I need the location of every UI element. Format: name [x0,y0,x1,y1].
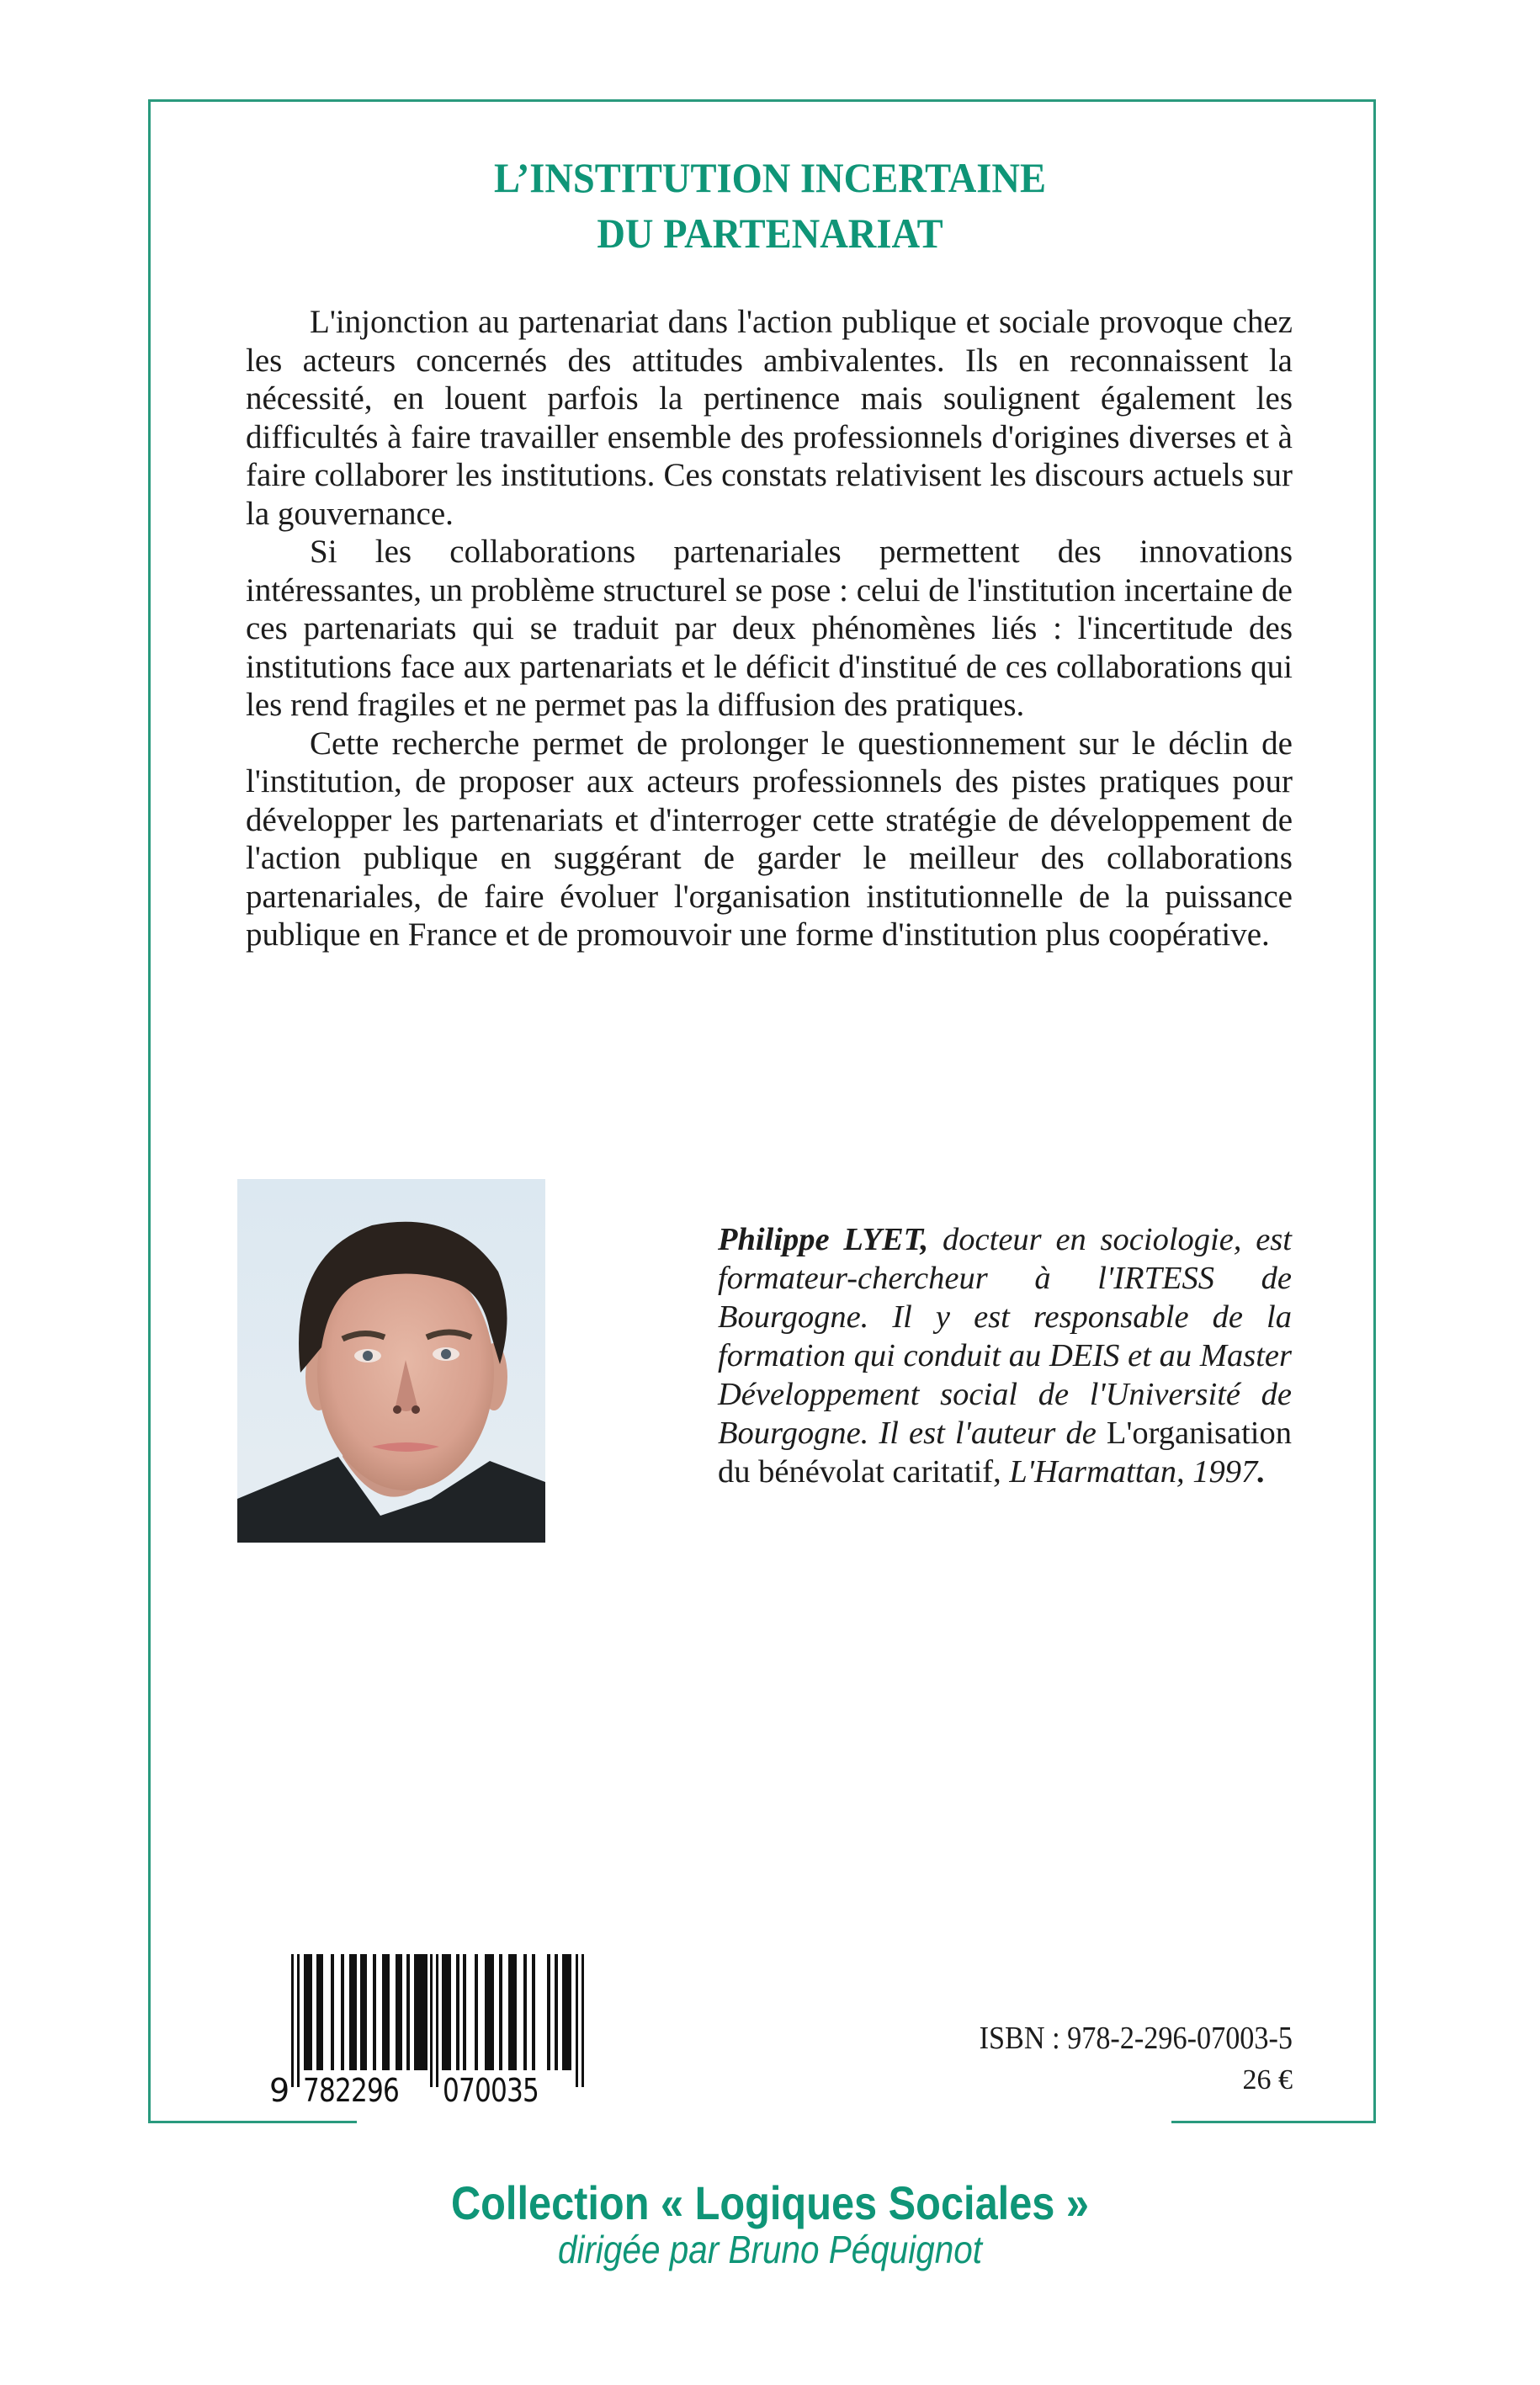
frame-bottom-rule-right [1171,2121,1376,2123]
summary-paragraph: Si les collaborations partenariales permettent des innovations intéressantes, un problème structurel se pose : celui de l'institution incertaine de ces partenariats qui se traduit par deux phénomènes liés : l'incertitude des institutions face aux partenariats et le déficit d'institué de ces collaborations qui les rend fragiles et ne permet pas la diffusion des pratiques. [246,534,1293,723]
isbn-label: ISBN : 978-2-296-07003-5 [979,2021,1293,2056]
author-bio-text: docteur en sociologie, est formateur-chercheur à l'IRTESS de Bourgogne. Il y est responsable de la formation qui conduit au DEIS et au Master Développement social de l'Université de Bourgogne. Il est l'auteur de [718,1222,1292,1451]
barcode-digit-first: 9 [269,2072,290,2109]
collection-name: Collection « Logiques Sociales » [450,2176,1090,2229]
author-bio-paragraph [651,1220,1292,1491]
author-portrait-icon [237,1179,545,1543]
isbn-barcode [266,1952,619,2112]
author-photo [237,1179,545,1543]
barcode-digits-right: 070035 [443,2072,539,2109]
summary-paragraph: Cette recherche permet de prolonger le questionnement sur le déclin de l'institution, de proposer aux acteurs professionnels des pistes pratiques pour développer les partenariats et d'interroger cette stratégie de développement de l'action publique en suggérant de garder le meilleur des collaborations partenariales, de faire évoluer l'organisation institutionnelle de la puissance publique en France et de promouvoir une forme d'institution plus coopérative. [246,725,1293,953]
author-bio-end: . [1257,1454,1266,1490]
author-bio [651,1220,1292,1491]
book-title-line-1: L’INSTITUTION INCERTAINE [493,154,1047,201]
summary-paragraph: L'injonction au partenariat dans l'action publique et sociale provoque chez les acteurs concernés des attitudes ambivalentes. Ils en reconnaissent la nécessité, en louent parfois la pertinence mais soulignent également les difficultés à faire travailler ensemble des professionnels d'origines diverses et à faire collaborer les institutions. Ces constats relativisent les discours actuels sur la gouvernance. [246,304,1293,532]
collection-director: dirigée par Bruno Péquignot [557,2228,983,2271]
barcode-digits-left: 782296 [303,2072,400,2109]
frame-bottom-rule-left [148,2121,357,2123]
book-title-line-2: DU PARTENARIAT [597,210,943,257]
book-title [54,150,1486,261]
summary [246,303,1293,954]
price-label: 26 € [1242,2064,1293,2096]
author-name: Philippe LYET, [718,1222,929,1257]
author-book-title: L'organisation du bénévolat caritatif, [718,1416,1292,1490]
author-book-publisher: L'Harmattan, 1997 [1001,1454,1258,1490]
